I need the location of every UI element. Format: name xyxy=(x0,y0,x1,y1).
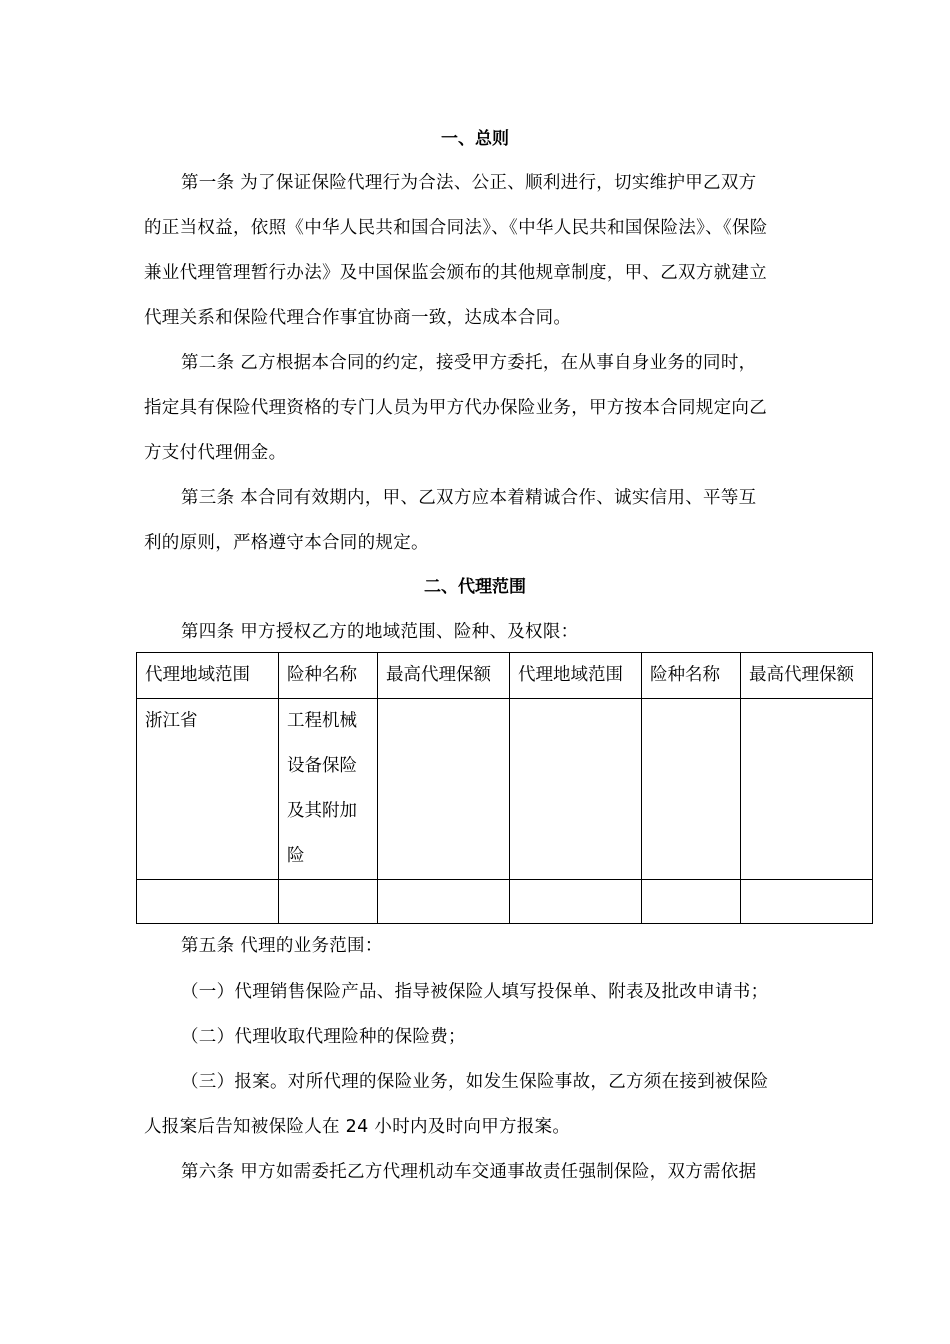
paragraph-line: 第五条 代理的业务范围： xyxy=(181,936,383,956)
authorization-table xyxy=(136,652,873,924)
table-cell xyxy=(741,699,873,880)
header-cell: 最高代理保额 xyxy=(378,653,510,699)
paragraph-line: 第四条 甲方授权乙方的地域范围、险种、及权限： xyxy=(181,622,579,642)
header-cell: 最高代理保额 xyxy=(741,653,873,699)
paragraph-line: （二）代理收取代理险种的保险费； xyxy=(181,1027,466,1047)
insurance-line-cell xyxy=(279,699,378,880)
paragraph-line: （一）代理销售保险产品、指导被保险人填写投保单、附表及批改申请书； xyxy=(181,982,769,1002)
table-row xyxy=(137,880,873,924)
section-title-general: 一、总则 xyxy=(441,129,509,149)
insurance-line-text: 险 xyxy=(287,846,305,866)
paragraph-line: 代理关系和保险代理合作事宜协商一致，达成本合同。 xyxy=(144,308,572,328)
table-cell xyxy=(378,880,510,924)
paragraph-line: 第三条 本合同有效期内，甲、乙双方应本着精诚合作、诚实信用、平等互 xyxy=(181,488,757,508)
table-cell xyxy=(642,880,741,924)
paragraph-line: 第二条 乙方根据本合同的约定，接受甲方委托，在从事自身业务的同时， xyxy=(181,353,757,373)
insurance-line-text: 工程机械 xyxy=(287,711,357,731)
table-header-row xyxy=(137,653,873,699)
table-cell xyxy=(279,880,378,924)
paragraph-line: 第六条 甲方如需委托乙方代理机动车交通事故责任强制保险，双方需依据 xyxy=(181,1162,757,1182)
paragraph-line: 兼业代理管理暂行办法》及中国保监会颁布的其他规章制度，甲、乙双方就建立 xyxy=(144,263,767,283)
header-cell: 险种名称 xyxy=(279,653,378,699)
section-title-scope: 二、代理范围 xyxy=(424,577,526,597)
paragraph-line: （三）报案。对所代理的保险业务，如发生保险事故，乙方须在接到被保险 xyxy=(181,1072,769,1092)
paragraph-line: 利的原则，严格遵守本合同的规定。 xyxy=(144,533,429,553)
insurance-line-text: 及其附加 xyxy=(287,801,357,821)
table-row xyxy=(137,699,873,880)
paragraph-line: 的正当权益，依照《中华人民共和国合同法》、《中华人民共和国保险法》、《保险 xyxy=(144,218,768,238)
insurance-line-text: 设备保险 xyxy=(287,756,357,776)
table-cell xyxy=(510,880,642,924)
header-cell: 代理地域范围 xyxy=(137,653,279,699)
paragraph-line: 方支付代理佣金。 xyxy=(144,443,287,463)
table-cell xyxy=(642,699,741,880)
header-cell: 代理地域范围 xyxy=(510,653,642,699)
table-cell xyxy=(741,880,873,924)
paragraph-line: 指定具有保险代理资格的专门人员为甲方代办保险业务，甲方按本合同规定向乙 xyxy=(144,398,767,418)
table-cell xyxy=(137,880,279,924)
region-cell: 浙江省 xyxy=(137,699,279,880)
paragraph-line: 第一条 为了保证保险代理行为合法、公正、顺利进行，切实维护甲乙双方 xyxy=(181,173,757,193)
paragraph-line: 人报案后告知被保险人在 24 小时内及时向甲方报案。 xyxy=(144,1117,571,1137)
table-cell xyxy=(510,699,642,880)
table-cell xyxy=(378,699,510,880)
header-cell: 险种名称 xyxy=(642,653,741,699)
